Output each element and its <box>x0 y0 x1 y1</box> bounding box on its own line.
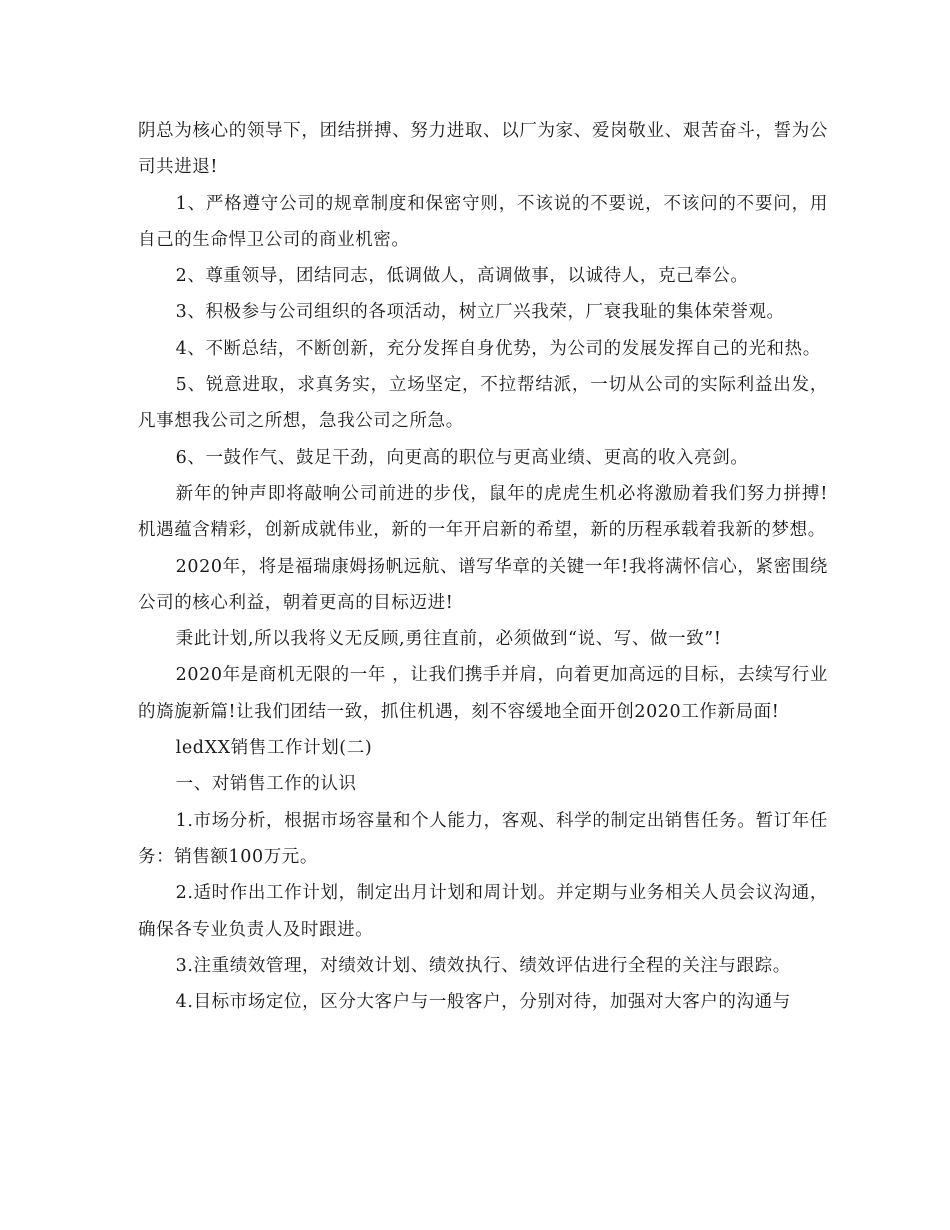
paragraph-9: 2020年，将是福瑞康姆扬帆远航、谱写华章的关键一年!我将满怀信心，紧密围绕公司的核心利益，朝着更高的目标迈进! <box>138 556 828 613</box>
paragraph-6: 5、锐意进取，求真务实，立场坚定，不拉帮结派，一切从公司的实际利益出发，凡事想我公司之所想，急我公司之所急。 <box>138 375 828 432</box>
section-title: ledXX销售工作计划(二) <box>175 738 373 759</box>
paragraph-1: 阴总为核心的领导下，团结拼搏、努力进取、以厂为家、爱岗敬业、艰苦奋斗，誓为公司共进退! <box>138 121 828 178</box>
paragraph-11: 2020年是商机无限的一年 ，让我们携手并肩，向着更加高远的目标，去续写行业的旖旎新篇!让我们团结一致，抓住机遇，刻不容缓地全面开创2020工作新局面! <box>138 665 828 722</box>
paragraph-5: 4、不断总结，不断创新，充分发挥自身优势，为公司的发展发挥自己的光和热。 <box>175 338 821 359</box>
paragraph-15: 2.适时作出工作计划，制定出月计划和周计划。并定期与业务相关人员会议沟通，确保各专业负责人及时跟进。 <box>138 883 828 940</box>
paragraph-8: 新年的钟声即将敲响公司前进的步伐，鼠年的虎虎生机必将激励着我们努力拼搏!机遇蕴含精彩，创新成就伟业，新的一年开启新的希望，新的历程承载着我新的梦想。 <box>138 483 828 541</box>
document-page <box>138 113 828 1020</box>
paragraph-4: 3、积极参与公司组织的各项活动，树立厂兴我荣，厂衰我耻的集体荣誉观。 <box>175 302 785 323</box>
paragraph-2: 1、严格遵守公司的规章制度和保密守则，不该说的不要说，不该问的不要问，用自己的生命悍卫公司的商业机密。 <box>138 193 828 250</box>
paragraph-16: 3.注重绩效管理，对绩效计划、绩效执行、绩效评估进行全程的关注与跟踪。 <box>175 955 791 976</box>
section-heading: 一、对销售工作的认识 <box>175 774 357 795</box>
paragraph-3: 2、尊重领导，团结同志，低调做人，高调做事，以诚待人，克己奉公。 <box>175 266 749 287</box>
paragraph-10: 秉此计划,所以我将义无反顾,勇往直前，必须做到“说、写、做一致”! <box>175 629 722 650</box>
paragraph-7: 6、一鼓作气、鼓足干劲，向更高的职位与更高业绩、更高的收入亮剑。 <box>175 447 749 468</box>
paragraph-14: 1.市场分析，根据市场容量和个人能力，客观、科学的制定出销售任务。暂订年任务：销售额100万元。 <box>138 810 828 867</box>
paragraph-17: 4.目标市场定位，区分大客户与一般客户，分别对待，加强对大客户的沟通与 <box>175 992 791 1013</box>
